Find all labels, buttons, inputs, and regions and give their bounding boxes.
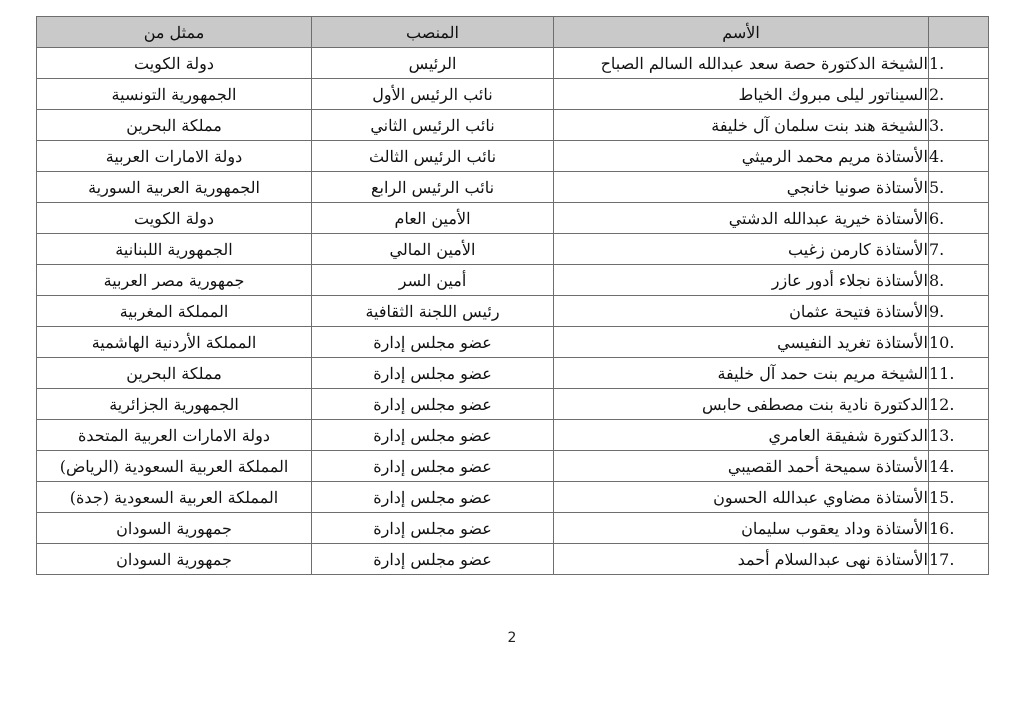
row-position: الرئيس (312, 48, 554, 79)
row-name: الأستاذة وداد يعقوب سليمان (554, 513, 929, 544)
table-row (37, 141, 989, 172)
row-position: عضو مجلس إدارة (312, 482, 554, 513)
row-name: السيناتور ليلى مبروك الخياط (554, 79, 929, 110)
table-body (37, 48, 989, 575)
row-position: الأمين المالي (312, 234, 554, 265)
row-number: 4. (929, 141, 989, 172)
row-position: نائب الرئيس الثاني (312, 110, 554, 141)
row-position: عضو مجلس إدارة (312, 327, 554, 358)
row-country: جمهورية السودان (37, 513, 312, 544)
row-name: الأستاذة تغريد النفيسي (554, 327, 929, 358)
row-country: جمهورية مصر العربية (37, 265, 312, 296)
row-position: أمين السر (312, 265, 554, 296)
row-country: دولة الكويت (37, 48, 312, 79)
row-name: الأستاذة صونيا خانجي (554, 172, 929, 203)
members-table (36, 16, 989, 575)
row-number: 6. (929, 203, 989, 234)
table-row (37, 513, 989, 544)
row-number: 3. (929, 110, 989, 141)
row-name: الشيخة الدكتورة حصة سعد عبدالله السالم الصباح (554, 48, 929, 79)
table-row (37, 451, 989, 482)
header-country: ممثل من (37, 17, 312, 48)
header-name: الأسم (554, 17, 929, 48)
row-number: 7. (929, 234, 989, 265)
row-name: الأستاذة سميحة أحمد القصيبي (554, 451, 929, 482)
table-row (37, 358, 989, 389)
row-position: عضو مجلس إدارة (312, 544, 554, 575)
table-row (37, 48, 989, 79)
row-country: مملكة البحرين (37, 110, 312, 141)
row-number: 14. (929, 451, 989, 482)
row-country: دولة الامارات العربية (37, 141, 312, 172)
page-number: 2 (507, 630, 517, 646)
row-name: الأستاذة فتيحة عثمان (554, 296, 929, 327)
row-country: مملكة البحرين (37, 358, 312, 389)
row-number: 8. (929, 265, 989, 296)
table-row (37, 420, 989, 451)
row-name: الدكتورة نادية بنت مصطفى حابس (554, 389, 929, 420)
row-country: الجمهورية التونسية (37, 79, 312, 110)
row-country: الجمهورية الجزائرية (37, 389, 312, 420)
row-name: الشيخة مريم بنت حمد آل خليفة (554, 358, 929, 389)
header-number (929, 17, 989, 48)
row-position: عضو مجلس إدارة (312, 389, 554, 420)
table-row (37, 79, 989, 110)
row-country: المملكة العربية السعودية (جدة) (37, 482, 312, 513)
row-name: الأستاذة كارمن زغيب (554, 234, 929, 265)
row-position: عضو مجلس إدارة (312, 358, 554, 389)
row-name: الأستاذة خيرية عبدالله الدشتي (554, 203, 929, 234)
row-country: الجمهورية اللبنانية (37, 234, 312, 265)
row-country: المملكة المغربية (37, 296, 312, 327)
row-position: عضو مجلس إدارة (312, 513, 554, 544)
row-name: الأستاذة مريم محمد الرميثي (554, 141, 929, 172)
row-name: الشيخة هند بنت سلمان آل خليفة (554, 110, 929, 141)
table-row (37, 544, 989, 575)
row-number: 5. (929, 172, 989, 203)
row-number: 1. (929, 48, 989, 79)
row-number: 9. (929, 296, 989, 327)
table-header-row (37, 17, 989, 48)
table-row (37, 172, 989, 203)
row-country: دولة الكويت (37, 203, 312, 234)
row-number: 10. (929, 327, 989, 358)
row-country: جمهورية السودان (37, 544, 312, 575)
table-row (37, 482, 989, 513)
row-position: نائب الرئيس الثالث (312, 141, 554, 172)
header-position: المنصب (312, 17, 554, 48)
row-number: 13. (929, 420, 989, 451)
row-position: نائب الرئيس الرابع (312, 172, 554, 203)
row-country: دولة الامارات العربية المتحدة (37, 420, 312, 451)
row-number: 16. (929, 513, 989, 544)
row-country: المملكة العربية السعودية (الرياض) (37, 451, 312, 482)
row-position: نائب الرئيس الأول (312, 79, 554, 110)
table-row (37, 327, 989, 358)
row-number: 12. (929, 389, 989, 420)
row-number: 11. (929, 358, 989, 389)
row-number: 17. (929, 544, 989, 575)
table-row (37, 110, 989, 141)
table-row (37, 234, 989, 265)
row-country: المملكة الأردنية الهاشمية (37, 327, 312, 358)
row-number: 2. (929, 79, 989, 110)
row-position: الأمين العام (312, 203, 554, 234)
row-name: الأستاذة نجلاء أدور عازر (554, 265, 929, 296)
row-name: الدكتورة شفيقة العامري (554, 420, 929, 451)
row-name: الأستاذة نهى عبدالسلام أحمد (554, 544, 929, 575)
table-row (37, 265, 989, 296)
table-row (37, 389, 989, 420)
row-number: 15. (929, 482, 989, 513)
row-country: الجمهورية العربية السورية (37, 172, 312, 203)
row-position: عضو مجلس إدارة (312, 451, 554, 482)
row-position: رئيس اللجنة الثقافية (312, 296, 554, 327)
row-position: عضو مجلس إدارة (312, 420, 554, 451)
row-name: الأستاذة مضاوي عبدالله الحسون (554, 482, 929, 513)
table-row (37, 296, 989, 327)
table-row (37, 203, 989, 234)
